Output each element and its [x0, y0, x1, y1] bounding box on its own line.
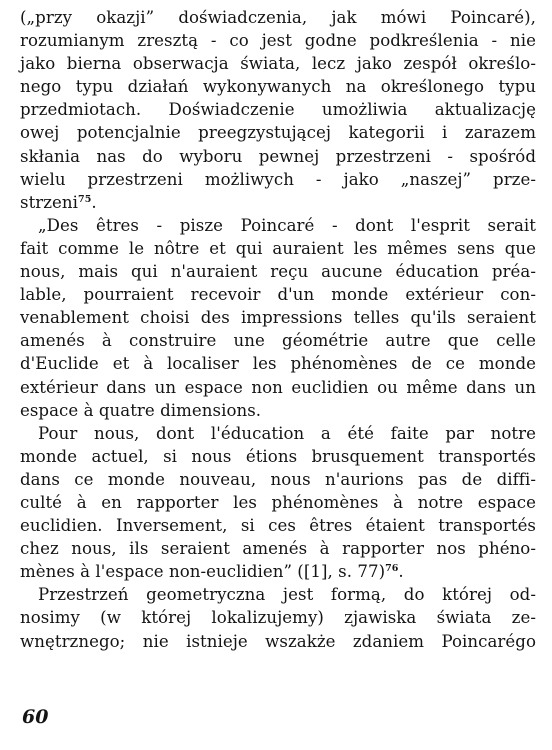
text-line: monde actuel, si nous étions brusquement transportés	[20, 446, 536, 466]
text-line-indented: „Des êtres - pisze Poincaré - dont l'esprit serait	[38, 215, 536, 235]
text-line: owej potencjalnie preegzystującej kategorii i zarazem	[20, 123, 536, 143]
text-line: d'Euclide et à localiser les phénomènes de ce monde	[20, 354, 536, 374]
text-line: lable, pourraient recevoir d'un monde extérieur con-	[20, 285, 536, 305]
text-line: dans ce monde nouveau, nous n'aurions pas de diffi-	[20, 469, 536, 489]
text-line: rozumianym zresztą - co jest godne podkreślenia - nie	[20, 31, 536, 51]
text-line: chez nous, ils seraient amenés à rapporter nos phéno-	[20, 539, 536, 559]
text-line: extérieur dans un espace non euclidien ou même dans un	[20, 377, 536, 397]
footnote-marker[interactable]: 76	[385, 563, 399, 575]
text-line-indented: Przestrzeń geometryczna jest formą, do której od-	[38, 585, 536, 605]
line-text-end: .	[398, 562, 404, 582]
text-line: euclidien. Inversement, si ces êtres étaient transportés	[20, 516, 536, 536]
text-line: espace à quatre dimensions.	[20, 400, 262, 420]
text-line: amenés à construire une géométrie autre que celle	[20, 331, 536, 351]
text-line: nous, mais qui n'auraient reçu aucune éducation préa-	[20, 262, 536, 282]
page-number: 60	[22, 706, 49, 728]
footnote-marker[interactable]: 75	[78, 193, 92, 205]
line-text-end: .	[91, 192, 97, 212]
text-line: („przy okazji” doświadczenia, jak mówi Poincaré),	[20, 8, 536, 27]
text-line: skłania nas do wyboru pewnej przestrzeni - spośród	[20, 146, 536, 166]
text-line: venablement choisi des impressions telles qu'ils seraient	[20, 308, 536, 328]
text-line: nego typu działań wykonywanych na określonego typu	[20, 77, 536, 97]
line-text: strzeni	[20, 192, 79, 212]
body-text	[20, 6, 536, 653]
text-line: przedmiotach. Doświadczenie umożliwia aktualizację	[20, 100, 536, 120]
text-line: culté à en rapporter les phénomènes à notre espace	[20, 492, 536, 512]
text-line-with-footnote	[20, 191, 536, 214]
line-text: mènes à l'espace non-euclidien” ([1], s. 77)	[20, 562, 386, 582]
text-line-indented: Pour nous, dont l'éducation a été faite par notre	[38, 423, 536, 443]
text-line-with-footnote	[20, 560, 536, 583]
text-line: wielu przestrzeni możliwych - jako „naszej” prze-	[20, 169, 536, 189]
text-line: fait comme le nôtre et qui auraient les mêmes sens que	[20, 238, 536, 258]
text-line: wnętrznego; nie istnieje wszakże zdaniem Poincarégo	[20, 631, 536, 651]
text-line: nosimy (w której lokalizujemy) zjawiska świata ze-	[20, 608, 536, 628]
text-line: jako bierna obserwacja świata, lecz jako zespół określo-	[20, 54, 536, 74]
